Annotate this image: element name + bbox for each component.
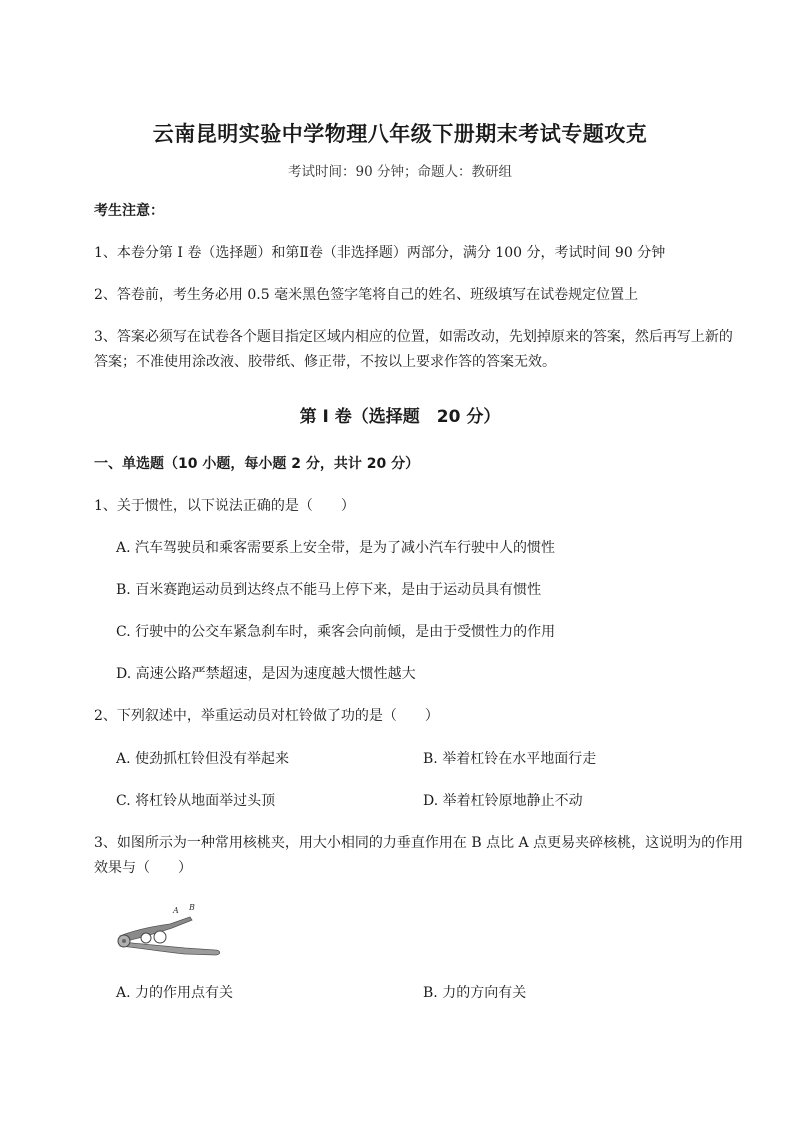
notice-item-2: 2、答卷前，考生务必用 0.5 毫米黑色签字笔将自己的姓名、班级填写在试卷规定位置上 <box>94 287 639 303</box>
question-3-option-a: A. 力的作用点有关 <box>116 985 234 1001</box>
question-3-stem: 3、如图所示为一种常用核桃夹，用大小相同的力垂直作用在 B 点比 A 点更易夹碎核桃，这说明为的作用效果与（ ） <box>94 835 744 876</box>
exam-title: 云南昆明实验中学物理八年级下册期末考试专题攻克 <box>152 122 648 146</box>
part-heading: 一、单选题（10 小题，每小题 2 分，共计 20 分） <box>94 456 420 472</box>
exam-subtitle: 考试时间：90 分钟；命题人：教研组 <box>288 164 512 180</box>
notice-heading: 考生注意： <box>94 203 164 219</box>
question-2-option-c: C. 将杠铃从地面举过头顶 <box>116 793 276 809</box>
question-1-option-c: C. 行驶中的公交车紧急刹车时，乘客会向前倾，是由于受惯性力的作用 <box>116 624 556 640</box>
notice-item-1: 1、本卷分第 I 卷（选择题）和第Ⅱ卷（非选择题）两部分，满分 100 分，考试时间 90 分钟 <box>94 245 666 261</box>
question-1-option-d: D. 高速公路严禁超速，是因为速度越大惯性越大 <box>116 666 416 682</box>
question-2-option-a: A. 使劲抓杠铃但没有举起来 <box>116 751 290 767</box>
notice-item-3: 3、答案必须写在试卷各个题目指定区域内相应的位置，如需改动，先划掉原来的答案，然后再写上新的答案；不准使用涂改液、胶带纸、修正带，不按以上要求作答的答案无效。 <box>94 329 733 370</box>
section-title: 第 I 卷（选择题 20 分） <box>299 407 501 427</box>
figure-label-a: A <box>173 906 179 915</box>
question-3-option-b: B. 力的方向有关 <box>423 985 527 1001</box>
question-2-option-d: D. 举着杠铃原地静止不动 <box>423 793 583 809</box>
question-2-option-b: B. 举着杠铃在水平地面行走 <box>423 751 597 767</box>
figure-label-b: B <box>189 903 195 912</box>
question-1-option-a: A. 汽车驾驶员和乘客需要系上安全带，是为了减小汽车行驶中人的惯性 <box>116 540 556 556</box>
question-2-stem: 2、下列叙述中，举重运动员对杠铃做了功的是（ ） <box>94 708 439 724</box>
question-1-option-b: B. 百米赛跑运动员到达终点不能马上停下来，是由于运动员具有惯性 <box>116 582 542 598</box>
nutcracker-figure <box>110 900 230 960</box>
question-1-stem: 1、关于惯性，以下说法正确的是（ ） <box>94 498 355 514</box>
